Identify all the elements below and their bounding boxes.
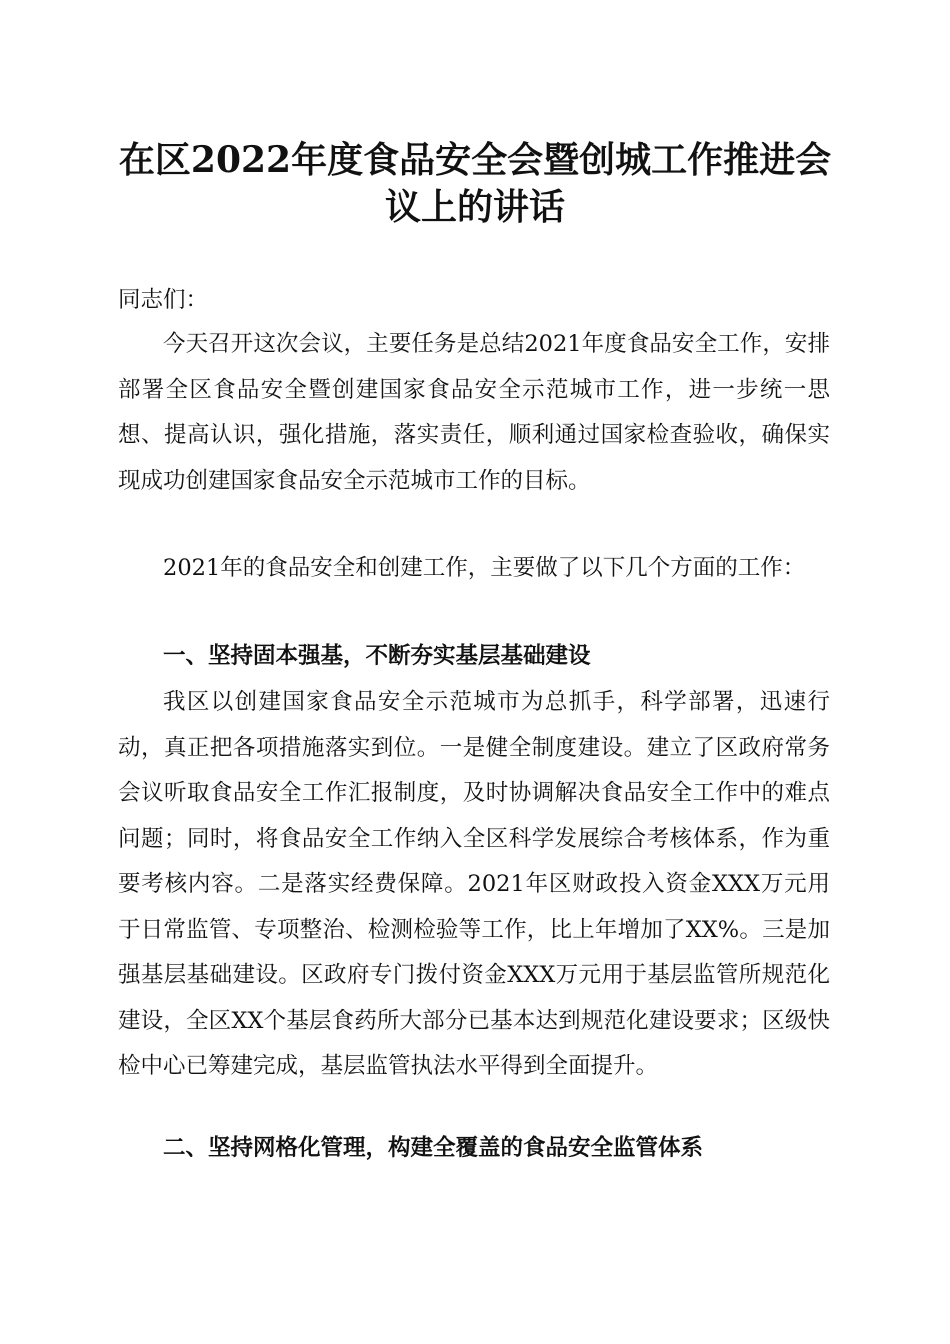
- paragraph-section-1: 我区以创建国家食品安全示范城市为总抓手，科学部署，迅速行动，真正把各项措施落实到位。一是健全制度建设。建立了区政府常务会议听取食品安全工作汇报制度，及时协调解决食品安全工作中的难点问题；同时，将食品安全工作纳入全区科学发展综合考核体系，作为重要考核内容。二是落实经费保障。2021年区财政投入资金XXX万元用于日常监管、专项整治、检测检验等工作，比上年增加了XX%。三是加强基层基础建设。区政府专门拨付资金XXX万元用于基层监管所规范化建设，全区XX个基层食药所大部分已基本达到规范化建设要求；区级快检中心已筹建完成，基层监管执法水平得到全面提升。: [118, 689, 830, 1079]
- document-title-line-1: 在区2022年度食品安全会暨创城工作推进会: [118, 139, 832, 181]
- section-heading-2: 二、坚持网格化管理，构建全覆盖的食品安全监管体系: [163, 1135, 704, 1161]
- document-title-line-2: 议上的讲话: [384, 186, 565, 228]
- paragraph-intro: 今天召开这次会议，主要任务是总结2021年度食品安全工作，安排部署全区食品安全暨创建国家食品安全示范城市工作，进一步统一思想、提高认识，强化措施，落实责任，顺利通过国家检查验收，确保实现成功创建国家食品安全示范城市工作的目标。: [118, 331, 830, 494]
- section-heading-1: 一、坚持固本强基，不断夯实基层基础建设: [163, 643, 591, 669]
- salutation: 同志们：: [118, 287, 209, 313]
- paragraph-summary: 2021年的食品安全和创建工作，主要做了以下几个方面的工作：: [163, 555, 806, 581]
